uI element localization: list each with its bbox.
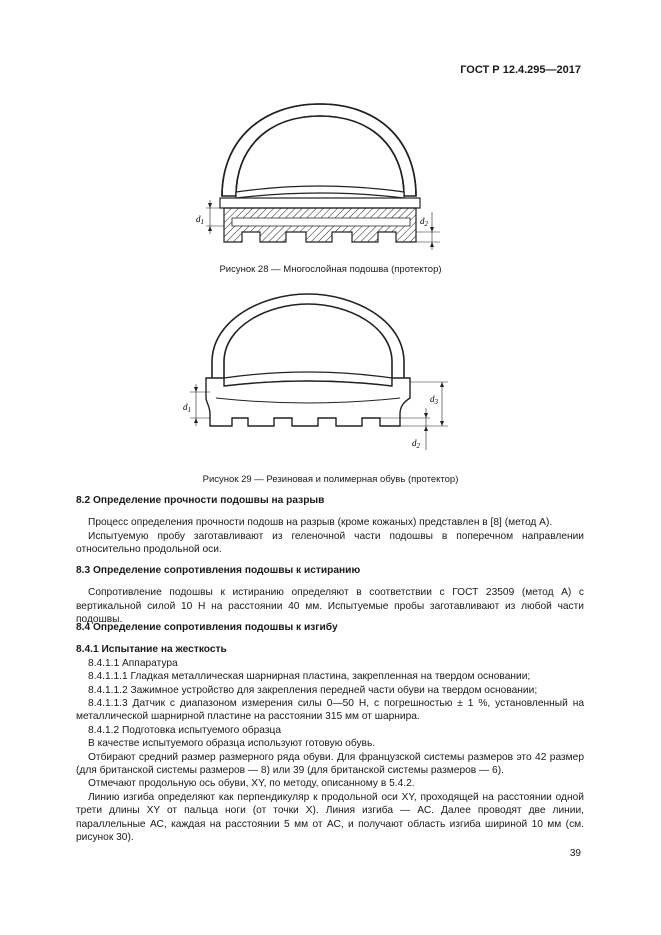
section-8-2 — [76, 494, 584, 557]
figure-28-drawing — [0, 100, 661, 260]
fig29-d3-label: $d_3$ — [430, 394, 438, 406]
section-8-3-p1: Сопротивление подошвы к истиранию определяют в соответствии с ГОСТ 23509 (метод А) с вертикальной силой 10 Н на расстоянии 40 мм. Испытуемые пробы заготавливают из любой части подошвы. — [76, 587, 584, 626]
section-8-2-p1: Процесс определения прочности подошв на разрыв (кроме кожаных) представлен в [8] (метод А). — [88, 517, 553, 529]
figure-29-drawing — [0, 290, 661, 460]
section-8-3-title: 8.3 Определение сопротивления подошвы к истиранию — [76, 565, 361, 576]
fig28-d2-label: $d_2$ — [420, 216, 428, 228]
item-8-4-1-1-2: 8.4.1.1.2 Зажимное устройство для закрепления передней части обуви на твердом основании; — [88, 684, 538, 696]
fig29-d1-label: $d_1$ — [183, 402, 191, 414]
item-8-4-1-1-1: 8.4.1.1.1 Гладкая металлическая шарнирная пластина, закрепленная на твердом основании; — [88, 671, 531, 683]
sample-text: В качестве испытуемого образца используют готовую обувь. — [88, 738, 376, 750]
figure-29 — [0, 290, 661, 460]
fig28-d1-label: $d_1$ — [196, 214, 204, 226]
figure-28-caption: Рисунок 28 — Многослойная подошва (протектор) — [219, 264, 442, 275]
shoe-upper-outline — [222, 104, 416, 196]
section-8-4-1-title: 8.4.1 Испытание на жесткость — [76, 644, 227, 656]
section-8-4 — [76, 621, 584, 845]
sole-mid-layer — [220, 198, 420, 208]
figure-29-caption: Рисунок 29 — Резиновая и полимерная обувь (протектор) — [202, 474, 459, 485]
page-number: 39 — [569, 848, 581, 859]
document-id: ГОСТ Р 12.4.295—2017 — [460, 64, 581, 76]
sole-body — [206, 378, 410, 426]
item-8-4-1-1: 8.4.1.1 Аппаратура — [88, 657, 178, 669]
fig29-d2-label: $d_2$ — [412, 438, 420, 450]
size-selection-text: Отбирают средний размер размерного ряда обуви. Для французской системы размеров это 42 размер (для британской системы размеров — 8) или 39 (для британской системы размеров — 6). — [76, 751, 584, 777]
section-8-4-title: 8.4 Определение сопротивления подошвы к изгибу — [76, 622, 338, 633]
figure-28 — [0, 100, 661, 260]
axis-marking-text: Отмечают продольную ось обуви, XY, по методу, описанному в 5.4.2. — [88, 778, 415, 790]
section-8-2-title: 8.2 Определение прочности подошвы на разрыв — [76, 495, 325, 506]
bend-line-text: Линию изгиба определяют как перпендикуляр к продольной оси XY, проходящей на расстоянии одной трети длины XY от пальца ноги (от точки X). Линия изгиба — АС. Далее проводят две линии, параллельные АС, каждая на расстоянии 5 мм от АС, и получают область изгиба шириной 10 мм (см. рисунок 30). — [76, 791, 584, 844]
section-8-3 — [76, 564, 584, 627]
item-8-4-1-2: 8.4.1.2 Подготовка испытуемого образца — [88, 724, 282, 736]
item-8-4-1-1-3: 8.4.1.1.3 Датчик с диапазоном измерения силы 0—50 Н, с погрешностью ± 1 %, установленный на металлической шарнирной пластине на расстоянии 315 мм от шарнира. — [76, 698, 584, 723]
section-8-2-p2: Испытуемую пробу заготавливают из геленочной части подошвы в поперечном направлении относительно продольной оси. — [76, 530, 584, 556]
